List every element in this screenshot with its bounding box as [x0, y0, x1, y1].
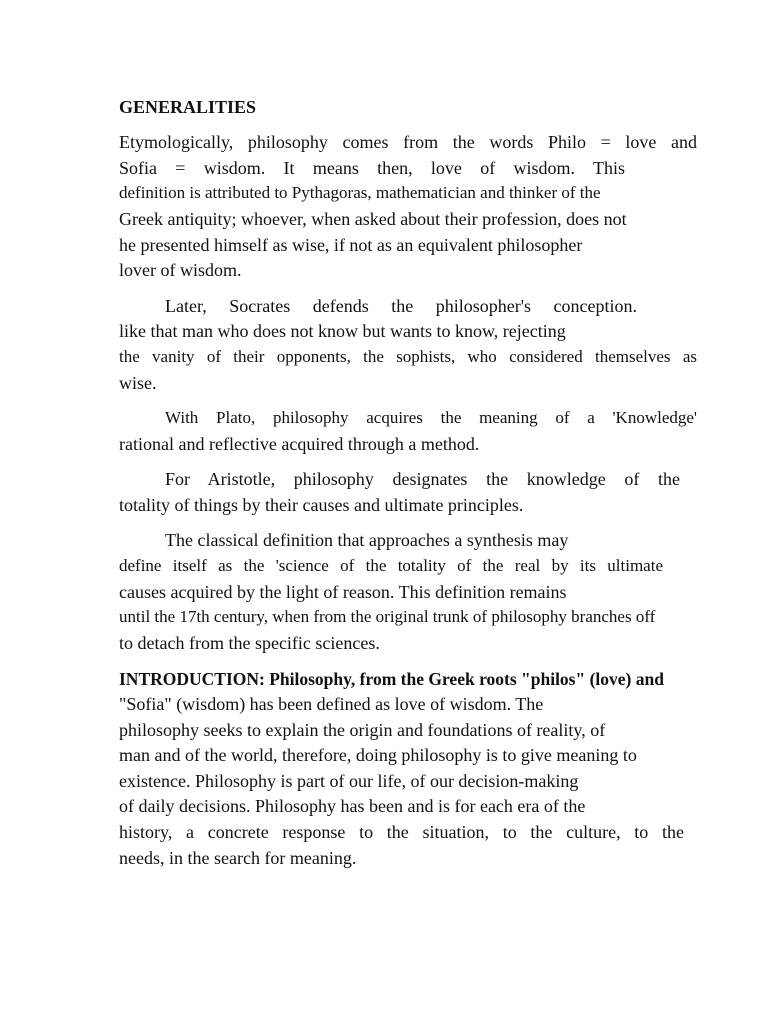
section-heading: GENERALITIES: [119, 97, 257, 117]
paragraph-1-line-3: definition is attributed to Pythagoras, mathematician and thinker of the: [119, 183, 601, 202]
paragraph-5-line-2: define itself as the 'science of the totality of the real by its ultimate: [119, 556, 663, 575]
paragraph-2-line-1: Later, Socrates defends the philosopher's conception.: [165, 296, 637, 316]
paragraph-5-line-5: to detach from the specific sciences.: [119, 633, 380, 653]
paragraph-1-line-6: lover of wisdom.: [119, 260, 242, 280]
paragraph-5-line-3: causes acquired by the light of reason. This definition remains: [119, 582, 567, 602]
paragraph-2-line-3: the vanity of their opponents, the sophists, who considered themselves as: [119, 347, 697, 366]
paragraph-1-line-1: Etymologically, philosophy comes from the words Philo = love and: [119, 132, 697, 152]
introduction-line-2: "Sofia" (wisdom) has been defined as love of wisdom. The: [119, 694, 544, 714]
paragraph-5-line-1: The classical definition that approaches a synthesis may: [165, 530, 569, 550]
paragraph-4-line-1: For Aristotle, philosophy designates the knowledge of the: [165, 469, 680, 489]
introduction-line-3: philosophy seeks to explain the origin and foundations of reality, of: [119, 720, 606, 740]
introduction-line-5: existence. Philosophy is part of our life, of our decision-making: [119, 771, 579, 791]
paragraph-1-line-4: Greek antiquity; whoever, when asked about their profession, does not: [119, 209, 627, 229]
paragraph-1-line-5: he presented himself as wise, if not as an equivalent philosopher: [119, 235, 583, 255]
introduction-line-1: INTRODUCTION: Philosophy, from the Greek roots "philos" (love) and: [119, 669, 664, 689]
paragraph-1-line-2: Sofia = wisdom. It means then, love of wisdom. This: [119, 158, 625, 178]
paragraph-2-line-4: wise.: [119, 373, 157, 393]
introduction-line-8: needs, in the search for meaning.: [119, 848, 357, 868]
paragraph-5-line-4: until the 17th century, when from the original trunk of philosophy branches off: [119, 607, 656, 626]
paragraph-2-line-2: like that man who does not know but wants to know, rejecting: [119, 321, 566, 341]
paragraph-3-line-1: With Plato, philosophy acquires the meaning of a 'Knowledge': [165, 408, 697, 427]
introduction-line-6: of daily decisions. Philosophy has been and is for each era of the: [119, 796, 586, 816]
paragraph-4-line-2: totality of things by their causes and ultimate principles.: [119, 495, 524, 515]
paragraph-3-line-2: rational and reflective acquired through a method.: [119, 434, 480, 454]
introduction-line-4: man and of the world, therefore, doing philosophy is to give meaning to: [119, 745, 637, 765]
introduction-line-7: history, a concrete response to the situation, to the culture, to the: [119, 822, 684, 842]
